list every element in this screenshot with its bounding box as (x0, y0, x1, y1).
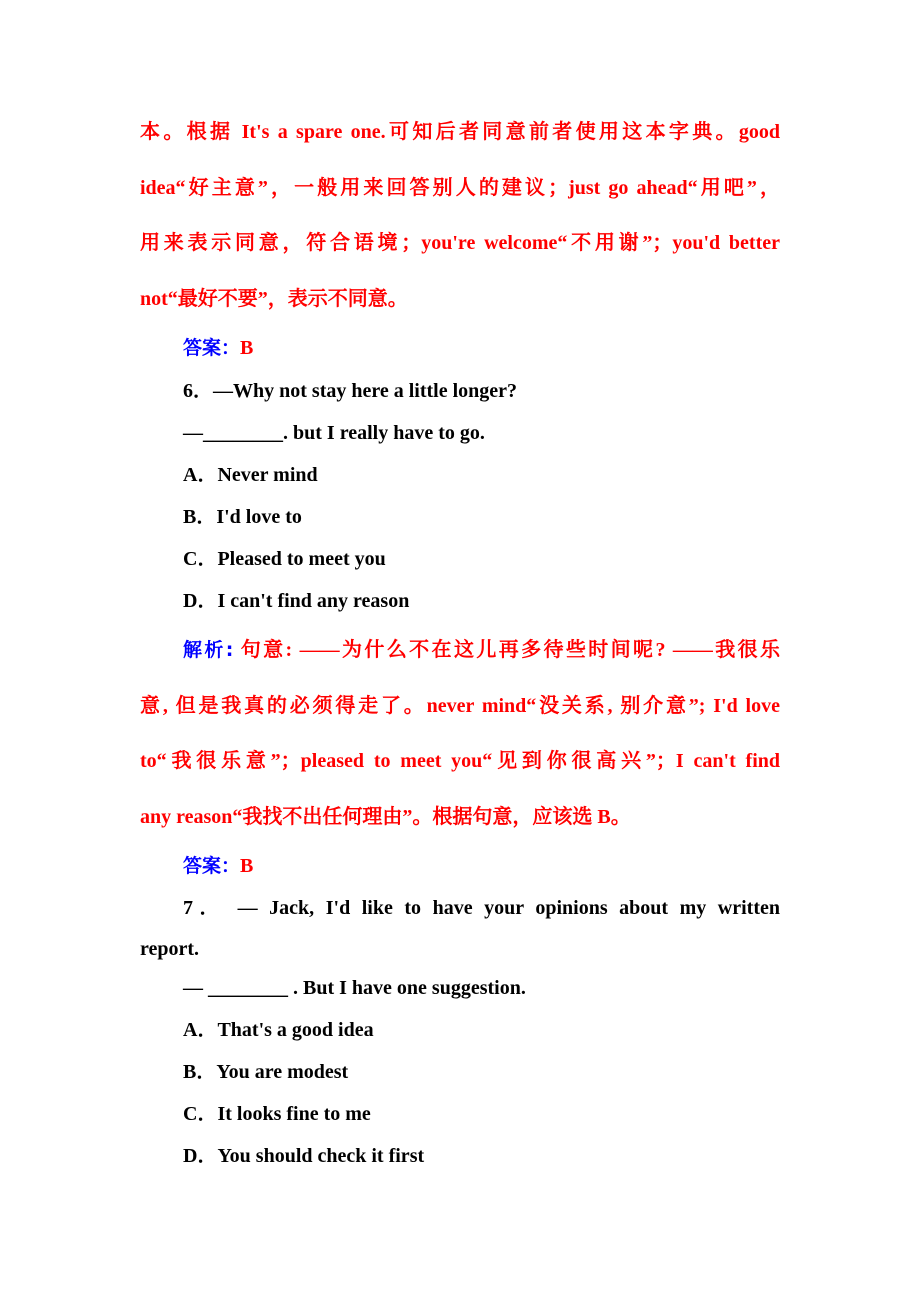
question-7-response: — ________ . But I have one suggestion. (183, 977, 526, 999)
question-7-stem-cont: report. (140, 938, 200, 960)
question-7-stem: 7． — Jack, I'd like to have your opinions about my written (183, 897, 780, 919)
question-6-option-b: B．I'd love to (183, 506, 302, 528)
question-6-option-c: C．Pleased to meet you (183, 548, 386, 570)
question-7-option-c: C．It looks fine to me (183, 1103, 371, 1125)
question-7-option-b: B．You are modest (183, 1061, 349, 1083)
explanation-line: not“最好不要”，表示不同意。 (140, 288, 408, 310)
answer-value: B (240, 855, 254, 877)
question-6-explanation-line1: 解析: 句意: ——为什么不在这儿再多待些时间呢? ——我很乐 (183, 639, 780, 661)
answer-6 (183, 852, 780, 880)
question-7-option-d: D．You should check it first (183, 1145, 425, 1167)
explanation-line: to“我很乐意”；pleased to meet you“见到你很高兴”；I can't find (140, 750, 780, 772)
explanation-line: any reason“我找不出任何理由”。根据句意，应该选 B。 (140, 806, 631, 828)
explanation-line: idea“好主意”，一般用来回答别人的建议；just go ahead“用吧”， (140, 177, 780, 199)
explanation-line: 意, 但是我真的必须得走了。never mind“没关系, 别介意”; I'd love (140, 695, 780, 717)
explanation-line: 用来表示同意，符合语境；you're welcome“不用谢”；you'd better (140, 232, 780, 254)
question-6-stem: 6．—Why not stay here a little longer? (183, 380, 518, 402)
explanation-line: 本。根据 It's a spare one.可知后者同意前者使用这本字典。good (140, 121, 780, 143)
answer-label: 答案： (183, 855, 241, 877)
question-7-option-a: A．That's a good idea (183, 1019, 374, 1041)
answer-value: B (240, 337, 254, 359)
question-6-option-d: D．I can't find any reason (183, 590, 410, 612)
question-6-option-a: A．Never mind (183, 464, 318, 486)
answer-label: 答案： (183, 337, 241, 359)
explanation-label: 解析: (183, 639, 234, 661)
answer-5 (183, 334, 780, 362)
question-6-response: —________. but I really have to go. (183, 422, 485, 444)
